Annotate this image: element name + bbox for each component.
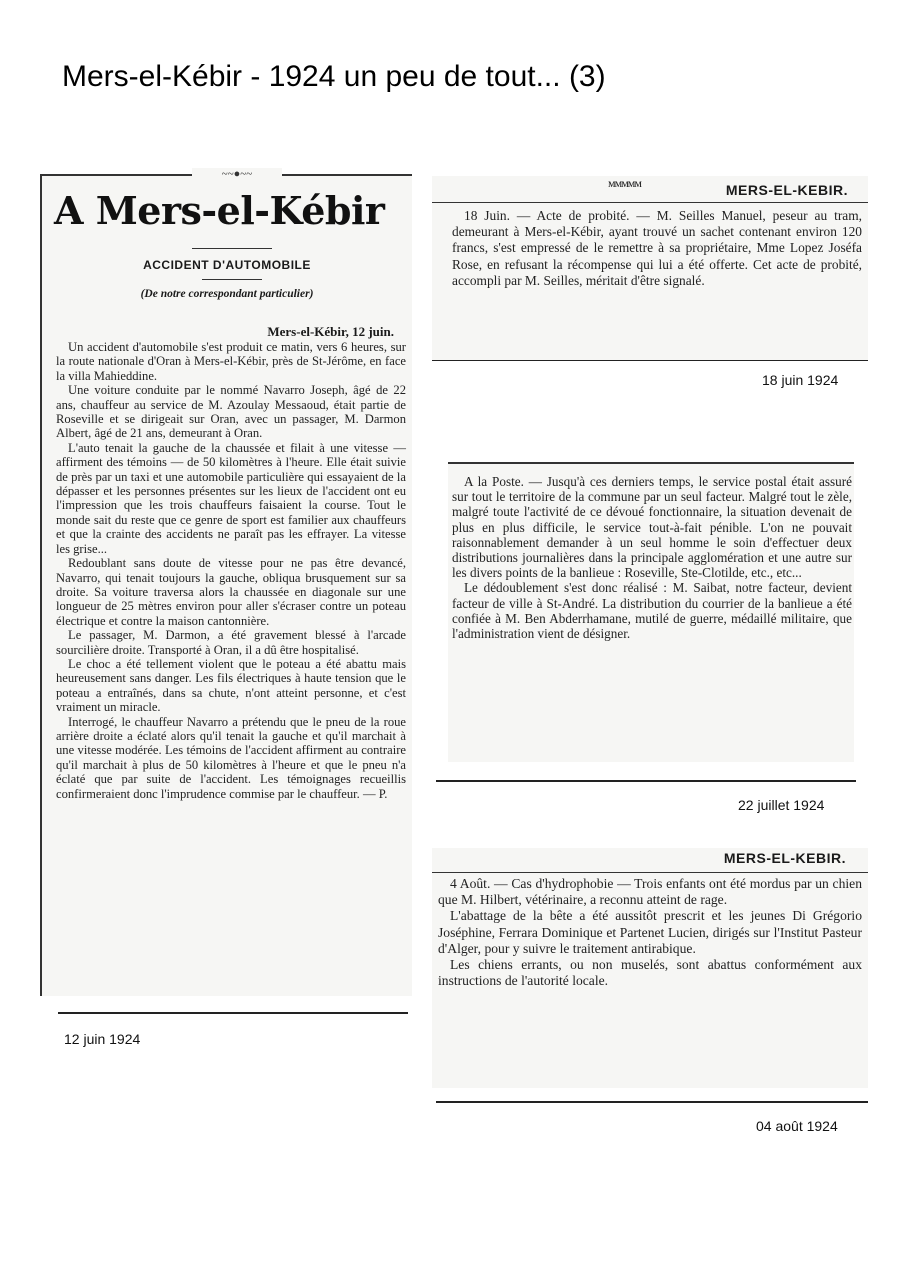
ornament: ммммм [608, 176, 641, 190]
section-kicker: MERS-EL-KEBIR. [725, 182, 848, 198]
paragraph: Redoublant sans doute de vitesse pour ne pas être devancé, Navarro, qui tenait toujours la gauche, obliqua brusquement sur sa droite. Sa voiture traversa alors la chaussée en diagonale sur une longueur de 25 mètres environ pour aller s'écraser contre un poteau électrique et contre la maison cantonnière. [56, 556, 406, 628]
page-title: Mers-el-Kébir - 1924 un peu de tout... (3) [62, 60, 606, 93]
paragraph: Le dédoublement s'est donc réalisé : M. Saibat, notre facteur, devient facteur de ville à St-André. La distribution du courrier de la banlieue a été confiée à M. Ben Abderrhamane, mutilé de guerre, médaillé militaire, que l'administration vient de désigner. [452, 580, 852, 642]
divider [192, 248, 272, 249]
divider [432, 202, 868, 203]
paragraph: A la Poste. — Jusqu'à ces derniers temps, le service postal était assuré sur tout le territoire de la commune par un seul facteur. Malgré tout le zèle, malgré toute l'activité de ce dévoué fonctionnaire, la situation devenait de plus en plus difficile, le service tout-à-fait pénible. L'on ne pouvait raisonnablement demander à un seul homme le soin d'effectuer deux distributions journalières dans la principale agglomération et une autre sur les divers points de la banlieue : Roseville, Ste-Clotilde, etc., etc... [452, 474, 852, 581]
article-clipping-poste [448, 462, 854, 762]
paragraph: Interrogé, le chauffeur Navarro a prétendu que le pneu de la roue arrière droite a éclaté alors qu'il tenait la gauche et qu'il marchait à une vitesse modérée. Les témoins de l'accident affirment au contraire qu'il marchait à plus de 50 kilomètres à l'heure et que le pneu n'a éclaté que par suite de l'accident. Les témoignages recueillis confirmeraient donc l'imprudence commise par le chauffeur. — P. [56, 714, 406, 801]
article-clipping-probite [432, 176, 868, 360]
article-body [452, 474, 852, 641]
dateline: Mers-el-Kébir, 12 juin. [267, 324, 394, 339]
article-clipping-hydrophobie [432, 848, 868, 1088]
paragraph: Les chiens errants, ou non muselés, sont abattus conformément aux instructions de l'autorité locale. [438, 957, 862, 989]
date-caption: 04 août 1924 [756, 1118, 838, 1134]
divider [432, 872, 868, 873]
article-clipping-accident [40, 168, 412, 996]
divider [448, 462, 854, 464]
paragraph: Un accident d'automobile s'est produit ce matin, vers 6 heures, sur la route nationale d'Oran à Mers-el-Kébir, près de St-Jérôme, en face la villa Mahieddine. [56, 340, 406, 383]
date-caption: 22 juillet 1924 [738, 797, 825, 813]
article-body [56, 340, 406, 801]
article-subheading: ACCIDENT D'AUTOMOBILE [143, 258, 311, 272]
paragraph: 18 Juin. — Acte de probité. — M. Seilles Manuel, peseur au tram, demeurant à Mers-el-Kébir, ayant trouvé un sachet contenant environ 120 francs, s'est empressé de le remettre à sa propriétaire, Mme Lopez Joséfa Rose, en refusant la récompense qui lui a été offerte. Cet acte de probité, accompli par M. Seilles, méritait d'être signalé. [452, 208, 862, 288]
paragraph: Une voiture conduite par le nommé Navarro Joseph, âgé de 22 ans, chauffeur au service de M. Azoulay Messaoud, était partie de Roseville et se dirigeait sur Oran, avec un passager, M. Darmon Albert, âgé de 21 ans, demeurant à Oran. [56, 383, 406, 441]
divider [202, 279, 262, 280]
correspondent-line: (De notre correspondant particulier) [140, 288, 314, 300]
paragraph: L'auto tenait la gauche de la chaussée et filait à une vitesse — affirment des témoins — de 50 kilomètres à l'heure. Elle était suivie de près par un taxi et une automobile particulière qui essayaient de la dépasser et les personnes présentes sur les lieux de l'accident ont eu l'impression que les trois chauffeurs faisaient la course. Tout le monde sait du reste que ce genre de sport est familier aux chauffeurs et que la crainte des accidents ne paraît pas les effrayer. La vitesse les grise... [56, 440, 406, 556]
paragraph: Le passager, M. Darmon, a été gravement blessé à l'arcade sourcilière droite. Transporté à Oran, il a dû être hospitalisé. [56, 628, 406, 657]
divider [432, 360, 868, 361]
paragraph: Le choc a été tellement violent que le poteau a été abattu mais heureusement sans danger. Les fils électriques à haute tension que le poteau a entraînés, dans sa chute, n'ont atteint personne, et c'est vraiment un miracle. [56, 656, 406, 715]
divider [436, 1101, 868, 1103]
paragraph: 4 Août. — Cas d'hydrophobie — Trois enfants ont été mordus par un chien que M. Hilbert, vétérinaire, a reconnu atteint de rage. [438, 876, 862, 908]
ornament-divider: ~~●~~ [192, 168, 282, 180]
article-body [438, 876, 862, 989]
article-body [452, 208, 862, 289]
article-headline: A Mers-el-Kébir [54, 188, 385, 233]
paragraph: L'abattage de la bête a été aussitôt prescrit et les jeunes Di Grégorio Joséphine, Ferrara Dominique et Partenet Lucien, dirigés sur l'Institut Pasteur d'Alger, pour y suivre le traitement antirabique. [438, 908, 862, 956]
section-kicker: MERS-EL-KEBIR. [723, 850, 846, 866]
date-caption: 12 juin 1924 [64, 1031, 141, 1047]
divider [436, 780, 856, 782]
divider [58, 1012, 408, 1014]
date-caption: 18 juin 1924 [762, 372, 839, 388]
